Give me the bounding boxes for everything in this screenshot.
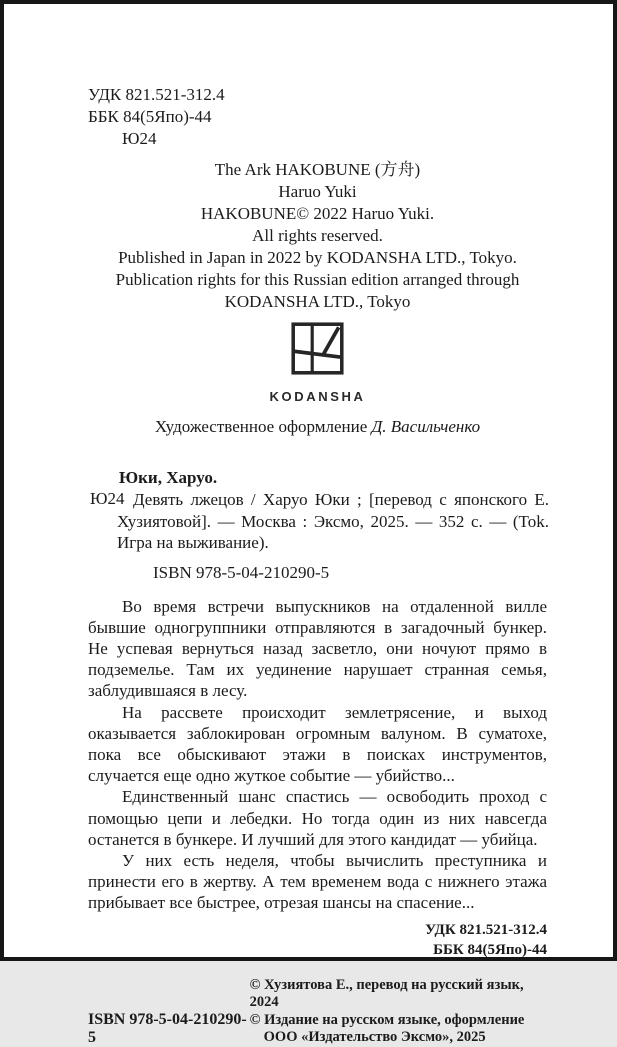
original-edition-credits	[88, 159, 547, 313]
card-bibliographic-description: Девять лжецов / Харуо Юки ; [перевод с японского Е. Хузиятовой]. — Москва : Эксмо, 2025. — 352 с. — (Tok. Игра на выживание).	[117, 490, 549, 552]
original-title: The Ark HAKOBUNE (方舟)	[214, 160, 421, 179]
annotation-block	[88, 596, 547, 914]
card-author-heading: Юки, Харуо.	[119, 468, 218, 487]
annotation-paragraph: Во время встречи выпускников на отдаленной вилле бывшие одногруппники отправляются в загадочный бункер. Не успевая вернуться назад засветло, они ночуют прямо в подземелье. Там их уединение нарушает странная семья, заблудившаяся в лесу.	[88, 596, 547, 701]
copyright-translation: © Хузиятова Е., перевод на русский язык, 2024	[249, 976, 524, 1011]
annotation-paragraph: На рассвете происходит землетрясение, и выход оказывается заблокирован огромным валуном. В суматохе, пока все обыскивают этажи в поисках инструментов, случается еще одно жуткое событие — убийство...	[88, 702, 547, 786]
kodansha-wordmark: KODANSHA	[269, 389, 366, 404]
rights-arranged-line: Publication rights for this Russian edition arranged through	[115, 270, 520, 289]
published-line: Published in Japan in 2022 by KODANSHA LTD., Tokyo.	[118, 248, 517, 267]
copyright-edition: © Издание на русском языке, оформление	[249, 1011, 525, 1028]
design-credit-label: Художественное оформление	[154, 417, 372, 436]
cataloguing-indices-bottom	[88, 920, 547, 960]
publisher-logo-block	[88, 322, 547, 404]
author-sign-index: Ю24	[122, 129, 157, 148]
copyright-publisher: ООО «Издательство Эксмо», 2025	[263, 1029, 486, 1046]
page-content	[4, 4, 613, 1047]
card-author-sign: Ю24	[90, 489, 125, 508]
designer-name: Д. Васильченко	[371, 417, 481, 436]
cataloguing-indices-top	[88, 84, 547, 150]
catalogue-card	[88, 468, 547, 583]
annotation-paragraph: Единственный шанс спастись — освободить проход с помощью цепи и лебедки. Но тогда один из них навсегда останется в бункере. И лучший для этого кандидат — убийца.	[88, 787, 547, 849]
udk-code-bottom: УДК 821.521-312.4	[425, 921, 547, 938]
publisher-line: KODANSHA LTD., Tokyo	[224, 292, 411, 311]
isbn-bottom: ISBN 978-5-04-210290-5	[88, 1010, 247, 1046]
design-credit	[88, 417, 547, 437]
rights-reserved: All rights reserved.	[252, 226, 383, 245]
card-isbn: ISBN 978-5-04-210290-5	[153, 562, 330, 582]
bottom-row	[88, 977, 547, 1047]
copyright-original: HAKOBUNE© 2022 Haruo Yuki.	[200, 204, 435, 223]
annotation-paragraph: У них есть неделя, чтобы вычислить преступника и принести его в жертву. А тем временем вода с нижнего этажа прибывает все быстрее, отрезая шансы на спасение...	[88, 850, 547, 913]
udk-code: УДК 821.521-312.4	[88, 85, 225, 104]
kodansha-logo-icon	[291, 322, 344, 380]
card-body	[88, 489, 547, 554]
copyright-block	[250, 977, 547, 1047]
bbk-code: ББК 84(5Япо)-44	[88, 107, 212, 126]
original-author: Haruo Yuki	[278, 182, 357, 201]
bbk-code-bottom: ББК 84(5Япо)-44	[433, 941, 547, 958]
